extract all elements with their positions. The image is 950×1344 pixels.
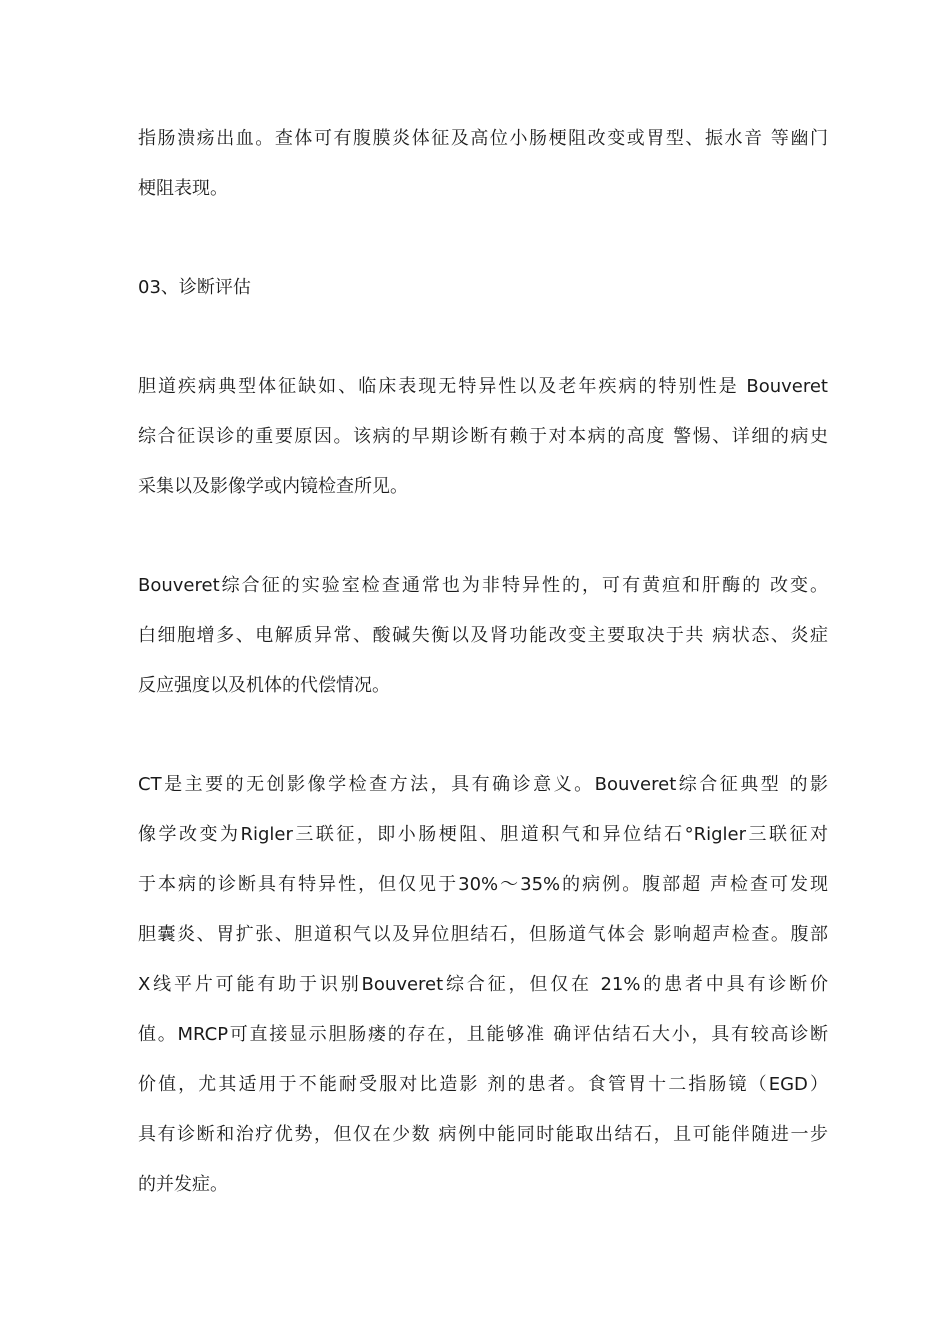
text-line: 具有诊断和治疗优势，但仅在少数 病例中能同时能取出结石，且可能伴随进一步: [138, 1124, 828, 1145]
text-line: 梗阻表现。: [138, 178, 228, 199]
text-line: 值。MRCP可直接显示胆肠瘘的存在，且能够准 确评估结石大小，具有较高诊断: [138, 1024, 828, 1045]
text-line: 胆道疾病典型体征缺如、临床表现无特异性以及老年疾病的特别性是 Bouveret: [138, 376, 828, 397]
text-line: 于本病的诊断具有特异性，但仅见于30%〜35%的病例。腹部超 声检查可发现: [138, 874, 828, 895]
paragraph-imaging: [138, 772, 828, 1222]
paragraph-laboratory: [138, 573, 828, 723]
text-line: 指肠溃疡出血。查体可有腹膜炎体征及高位小肠梗阻改变或胃型、振水音 等幽门: [138, 128, 828, 149]
paragraph-pyloric-obstruction: [138, 126, 828, 226]
text-line: CT是主要的无创影像学检查方法，具有确诊意义。Bouveret综合征典型 的影: [138, 774, 828, 795]
text-line: 综合征误诊的重要原因。该病的早期诊断有赖于对本病的高度 警惕、详细的病史: [138, 426, 828, 447]
section-heading-diagnosis: [138, 275, 828, 325]
text-line: X线平片可能有助于识别Bouveret综合征，但仅在 21%的患者中具有诊断价: [138, 974, 828, 995]
text-line: 白细胞增多、电解质异常、酸碱失衡以及肾功能改变主要取决于共 病状态、炎症: [138, 625, 828, 646]
text-line: 胆囊炎、胃扩张、胆道积气以及异位胆结石，但肠道气体会 影响超声检查。腹部: [138, 924, 828, 945]
section-heading-text: 03、诊断评估: [138, 277, 251, 298]
text-line: 采集以及影像学或内镜检查所见。: [138, 476, 408, 497]
text-line: 的并发症。: [138, 1174, 228, 1195]
text-line: 像学改变为Rigler三联征，即小肠梗阻、胆道积气和异位结石°Rigler三联征对: [138, 824, 828, 845]
text-line: 反应强度以及机体的代偿情况。: [138, 675, 390, 696]
text-line: Bouveret综合征的实验室检查通常也为非特异性的，可有黄疸和肝酶的 改变。: [138, 575, 828, 596]
text-line: 价值，尤其适用于不能耐受服对比造影 剂的患者。食管胃十二指肠镜（EGD）: [138, 1074, 828, 1095]
paragraph-misdiagnosis: [138, 374, 828, 524]
